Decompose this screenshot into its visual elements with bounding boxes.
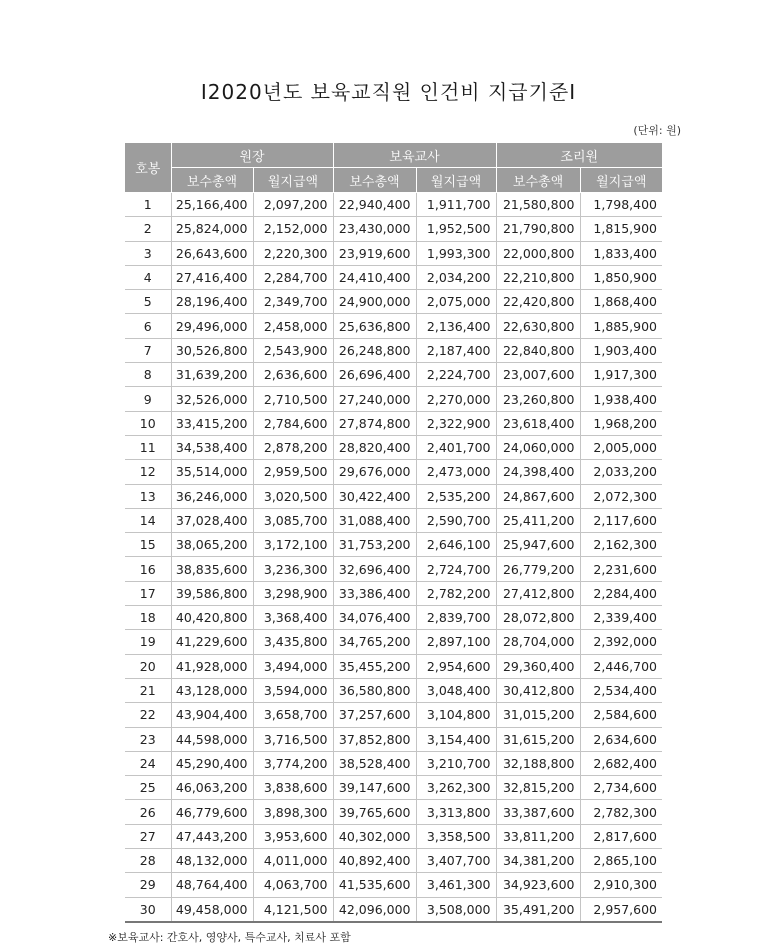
teacher-monthly-cell: 2,034,200 bbox=[416, 265, 496, 289]
cook-total-cell: 23,007,600 bbox=[496, 363, 580, 387]
cook-total-cell: 32,815,200 bbox=[496, 776, 580, 800]
director-total-cell: 46,779,600 bbox=[171, 800, 253, 824]
director-monthly-cell: 2,543,900 bbox=[253, 338, 333, 362]
cook-total-cell: 28,704,000 bbox=[496, 630, 580, 654]
director-total-cell: 41,229,600 bbox=[171, 630, 253, 654]
director-monthly-cell: 3,435,800 bbox=[253, 630, 333, 654]
cook-monthly-cell: 2,072,300 bbox=[580, 484, 662, 508]
director-total-cell: 36,246,000 bbox=[171, 484, 253, 508]
cook-total-cell: 29,360,400 bbox=[496, 654, 580, 678]
teacher-total-cell: 24,410,400 bbox=[333, 265, 416, 289]
director-monthly-cell: 4,121,500 bbox=[253, 897, 333, 922]
director-monthly-cell: 3,298,900 bbox=[253, 581, 333, 605]
grade-cell: 13 bbox=[125, 484, 171, 508]
cook-monthly-cell: 1,815,900 bbox=[580, 217, 662, 241]
group-header-row bbox=[125, 143, 662, 168]
teacher-total-cell: 22,940,400 bbox=[333, 193, 416, 217]
director-monthly-cell: 4,011,000 bbox=[253, 849, 333, 873]
cook-total-cell: 22,000,800 bbox=[496, 241, 580, 265]
director-monthly-cell: 2,878,200 bbox=[253, 435, 333, 459]
table-row bbox=[125, 411, 662, 435]
director-total-cell: 29,496,000 bbox=[171, 314, 253, 338]
table-row bbox=[125, 703, 662, 727]
grade-cell: 11 bbox=[125, 435, 171, 459]
table-row bbox=[125, 363, 662, 387]
director-total-cell: 37,028,400 bbox=[171, 508, 253, 532]
cook-total-cell: 26,779,200 bbox=[496, 557, 580, 581]
grade-cell: 28 bbox=[125, 849, 171, 873]
cook-total-cell: 24,060,000 bbox=[496, 435, 580, 459]
table-row bbox=[125, 849, 662, 873]
table-row bbox=[125, 435, 662, 459]
director-total-cell: 26,643,600 bbox=[171, 241, 253, 265]
cook-monthly-cell: 1,868,400 bbox=[580, 290, 662, 314]
director-total-cell: 47,443,200 bbox=[171, 824, 253, 848]
table-row bbox=[125, 193, 662, 217]
teacher-monthly-cell: 3,210,700 bbox=[416, 751, 496, 775]
director-total-cell: 49,458,000 bbox=[171, 897, 253, 922]
grade-cell: 21 bbox=[125, 678, 171, 702]
cook-monthly-cell: 2,231,600 bbox=[580, 557, 662, 581]
teacher-total-cell: 26,696,400 bbox=[333, 363, 416, 387]
director-monthly-cell: 2,349,700 bbox=[253, 290, 333, 314]
table-row bbox=[125, 751, 662, 775]
grade-cell: 12 bbox=[125, 460, 171, 484]
cook-total-cell: 22,420,800 bbox=[496, 290, 580, 314]
director-monthly-cell: 3,494,000 bbox=[253, 654, 333, 678]
cook-total-cell: 24,867,600 bbox=[496, 484, 580, 508]
group-header-cook: 조리원 bbox=[496, 143, 662, 168]
table-row bbox=[125, 265, 662, 289]
table-row bbox=[125, 897, 662, 922]
subheader-total: 보수총액 bbox=[333, 168, 416, 193]
teacher-total-cell: 31,753,200 bbox=[333, 533, 416, 557]
table-row bbox=[125, 557, 662, 581]
table-row bbox=[125, 873, 662, 897]
director-monthly-cell: 2,152,000 bbox=[253, 217, 333, 241]
director-monthly-cell: 3,368,400 bbox=[253, 606, 333, 630]
teacher-total-cell: 37,852,800 bbox=[333, 727, 416, 751]
teacher-monthly-cell: 2,187,400 bbox=[416, 338, 496, 362]
director-total-cell: 38,835,600 bbox=[171, 557, 253, 581]
grade-cell: 30 bbox=[125, 897, 171, 922]
cook-monthly-cell: 2,005,000 bbox=[580, 435, 662, 459]
teacher-monthly-cell: 3,508,000 bbox=[416, 897, 496, 922]
director-total-cell: 40,420,800 bbox=[171, 606, 253, 630]
cook-monthly-cell: 1,850,900 bbox=[580, 265, 662, 289]
teacher-monthly-cell: 2,782,200 bbox=[416, 581, 496, 605]
grade-cell: 27 bbox=[125, 824, 171, 848]
teacher-total-cell: 30,422,400 bbox=[333, 484, 416, 508]
cook-total-cell: 31,015,200 bbox=[496, 703, 580, 727]
teacher-monthly-cell: 1,993,300 bbox=[416, 241, 496, 265]
director-total-cell: 43,128,000 bbox=[171, 678, 253, 702]
teacher-total-cell: 29,676,000 bbox=[333, 460, 416, 484]
teacher-total-cell: 24,900,000 bbox=[333, 290, 416, 314]
director-monthly-cell: 2,458,000 bbox=[253, 314, 333, 338]
director-total-cell: 48,764,400 bbox=[171, 873, 253, 897]
director-total-cell: 38,065,200 bbox=[171, 533, 253, 557]
grade-cell: 23 bbox=[125, 727, 171, 751]
subheader-monthly: 월지급액 bbox=[580, 168, 662, 193]
teacher-monthly-cell: 3,262,300 bbox=[416, 776, 496, 800]
table-row bbox=[125, 533, 662, 557]
teacher-monthly-cell: 1,911,700 bbox=[416, 193, 496, 217]
cook-monthly-cell: 2,446,700 bbox=[580, 654, 662, 678]
teacher-monthly-cell: 3,313,800 bbox=[416, 800, 496, 824]
director-monthly-cell: 3,953,600 bbox=[253, 824, 333, 848]
director-monthly-cell: 2,710,500 bbox=[253, 387, 333, 411]
cook-monthly-cell: 2,865,100 bbox=[580, 849, 662, 873]
teacher-total-cell: 39,147,600 bbox=[333, 776, 416, 800]
teacher-monthly-cell: 1,952,500 bbox=[416, 217, 496, 241]
director-total-cell: 33,415,200 bbox=[171, 411, 253, 435]
teacher-total-cell: 32,696,400 bbox=[333, 557, 416, 581]
cook-monthly-cell: 1,798,400 bbox=[580, 193, 662, 217]
director-monthly-cell: 3,838,600 bbox=[253, 776, 333, 800]
grade-cell: 10 bbox=[125, 411, 171, 435]
director-total-cell: 28,196,400 bbox=[171, 290, 253, 314]
cook-total-cell: 25,411,200 bbox=[496, 508, 580, 532]
director-monthly-cell: 2,784,600 bbox=[253, 411, 333, 435]
teacher-total-cell: 36,580,800 bbox=[333, 678, 416, 702]
table-row bbox=[125, 484, 662, 508]
teacher-total-cell: 26,248,800 bbox=[333, 338, 416, 362]
cook-total-cell: 33,811,200 bbox=[496, 824, 580, 848]
table-row bbox=[125, 217, 662, 241]
subheader-monthly: 월지급액 bbox=[416, 168, 496, 193]
sub-header-row bbox=[125, 168, 662, 193]
director-total-cell: 31,639,200 bbox=[171, 363, 253, 387]
teacher-total-cell: 33,386,400 bbox=[333, 581, 416, 605]
cook-monthly-cell: 1,917,300 bbox=[580, 363, 662, 387]
teacher-total-cell: 34,765,200 bbox=[333, 630, 416, 654]
director-monthly-cell: 2,284,700 bbox=[253, 265, 333, 289]
teacher-monthly-cell: 3,461,300 bbox=[416, 873, 496, 897]
cook-monthly-cell: 2,682,400 bbox=[580, 751, 662, 775]
table-row bbox=[125, 824, 662, 848]
cook-monthly-cell: 2,584,600 bbox=[580, 703, 662, 727]
cook-total-cell: 24,398,400 bbox=[496, 460, 580, 484]
cook-monthly-cell: 2,817,600 bbox=[580, 824, 662, 848]
footnote: ※보육교사: 간호사, 영양사, 특수교사, 치료사 포함 bbox=[108, 931, 351, 944]
cook-monthly-cell: 1,938,400 bbox=[580, 387, 662, 411]
director-total-cell: 44,598,000 bbox=[171, 727, 253, 751]
teacher-total-cell: 23,430,000 bbox=[333, 217, 416, 241]
teacher-monthly-cell: 3,358,500 bbox=[416, 824, 496, 848]
director-total-cell: 27,416,400 bbox=[171, 265, 253, 289]
table-row bbox=[125, 241, 662, 265]
director-monthly-cell: 3,020,500 bbox=[253, 484, 333, 508]
cook-total-cell: 32,188,800 bbox=[496, 751, 580, 775]
cook-monthly-cell: 2,117,600 bbox=[580, 508, 662, 532]
director-monthly-cell: 3,236,300 bbox=[253, 557, 333, 581]
table-body bbox=[125, 193, 662, 922]
cook-total-cell: 21,790,800 bbox=[496, 217, 580, 241]
teacher-monthly-cell: 3,407,700 bbox=[416, 849, 496, 873]
unit-label: (단위: 원) bbox=[633, 124, 681, 137]
grade-cell: 3 bbox=[125, 241, 171, 265]
table-row bbox=[125, 654, 662, 678]
teacher-monthly-cell: 2,724,700 bbox=[416, 557, 496, 581]
cook-monthly-cell: 2,782,300 bbox=[580, 800, 662, 824]
grade-cell: 18 bbox=[125, 606, 171, 630]
director-monthly-cell: 3,774,200 bbox=[253, 751, 333, 775]
cook-total-cell: 30,412,800 bbox=[496, 678, 580, 702]
teacher-total-cell: 25,636,800 bbox=[333, 314, 416, 338]
grade-cell: 24 bbox=[125, 751, 171, 775]
cook-monthly-cell: 2,957,600 bbox=[580, 897, 662, 922]
director-total-cell: 35,514,000 bbox=[171, 460, 253, 484]
director-total-cell: 32,526,000 bbox=[171, 387, 253, 411]
teacher-total-cell: 37,257,600 bbox=[333, 703, 416, 727]
grade-cell: 4 bbox=[125, 265, 171, 289]
teacher-total-cell: 40,302,000 bbox=[333, 824, 416, 848]
grade-cell: 7 bbox=[125, 338, 171, 362]
cook-total-cell: 23,260,800 bbox=[496, 387, 580, 411]
grade-cell: 26 bbox=[125, 800, 171, 824]
cook-monthly-cell: 2,284,400 bbox=[580, 581, 662, 605]
grade-header: 호봉 bbox=[125, 143, 171, 193]
teacher-monthly-cell: 2,590,700 bbox=[416, 508, 496, 532]
salary-table bbox=[125, 143, 662, 923]
grade-cell: 9 bbox=[125, 387, 171, 411]
director-monthly-cell: 2,220,300 bbox=[253, 241, 333, 265]
page-title: Ⅰ2020년도 보육교직원 인건비 지급기준Ⅰ bbox=[200, 80, 577, 104]
cook-total-cell: 27,412,800 bbox=[496, 581, 580, 605]
table-row bbox=[125, 314, 662, 338]
cook-total-cell: 34,923,600 bbox=[496, 873, 580, 897]
table-row bbox=[125, 508, 662, 532]
teacher-monthly-cell: 2,224,700 bbox=[416, 363, 496, 387]
cook-total-cell: 33,387,600 bbox=[496, 800, 580, 824]
grade-cell: 25 bbox=[125, 776, 171, 800]
teacher-total-cell: 27,240,000 bbox=[333, 387, 416, 411]
teacher-monthly-cell: 2,270,000 bbox=[416, 387, 496, 411]
subheader-total: 보수총액 bbox=[496, 168, 580, 193]
group-header-director: 원장 bbox=[171, 143, 333, 168]
director-monthly-cell: 3,085,700 bbox=[253, 508, 333, 532]
teacher-monthly-cell: 2,136,400 bbox=[416, 314, 496, 338]
director-total-cell: 48,132,000 bbox=[171, 849, 253, 873]
teacher-total-cell: 31,088,400 bbox=[333, 508, 416, 532]
teacher-monthly-cell: 3,048,400 bbox=[416, 678, 496, 702]
teacher-monthly-cell: 2,954,600 bbox=[416, 654, 496, 678]
teacher-total-cell: 23,919,600 bbox=[333, 241, 416, 265]
grade-cell: 8 bbox=[125, 363, 171, 387]
teacher-monthly-cell: 2,535,200 bbox=[416, 484, 496, 508]
cook-total-cell: 31,615,200 bbox=[496, 727, 580, 751]
subheader-monthly: 월지급액 bbox=[253, 168, 333, 193]
teacher-monthly-cell: 2,075,000 bbox=[416, 290, 496, 314]
table-row bbox=[125, 630, 662, 654]
cook-total-cell: 28,072,800 bbox=[496, 606, 580, 630]
teacher-monthly-cell: 3,154,400 bbox=[416, 727, 496, 751]
grade-cell: 15 bbox=[125, 533, 171, 557]
table-row bbox=[125, 727, 662, 751]
cook-monthly-cell: 2,910,300 bbox=[580, 873, 662, 897]
table-row bbox=[125, 290, 662, 314]
grade-cell: 16 bbox=[125, 557, 171, 581]
cook-total-cell: 35,491,200 bbox=[496, 897, 580, 922]
table-row bbox=[125, 338, 662, 362]
table-row bbox=[125, 678, 662, 702]
cook-total-cell: 25,947,600 bbox=[496, 533, 580, 557]
director-total-cell: 45,290,400 bbox=[171, 751, 253, 775]
director-monthly-cell: 2,636,600 bbox=[253, 363, 333, 387]
teacher-total-cell: 40,892,400 bbox=[333, 849, 416, 873]
grade-cell: 20 bbox=[125, 654, 171, 678]
table-row bbox=[125, 800, 662, 824]
grade-cell: 17 bbox=[125, 581, 171, 605]
director-monthly-cell: 3,658,700 bbox=[253, 703, 333, 727]
cook-total-cell: 21,580,800 bbox=[496, 193, 580, 217]
table-row bbox=[125, 460, 662, 484]
teacher-total-cell: 28,820,400 bbox=[333, 435, 416, 459]
cook-total-cell: 22,840,800 bbox=[496, 338, 580, 362]
director-total-cell: 25,166,400 bbox=[171, 193, 253, 217]
cook-monthly-cell: 2,734,600 bbox=[580, 776, 662, 800]
cook-total-cell: 23,618,400 bbox=[496, 411, 580, 435]
director-monthly-cell: 3,172,100 bbox=[253, 533, 333, 557]
teacher-total-cell: 34,076,400 bbox=[333, 606, 416, 630]
cook-total-cell: 34,381,200 bbox=[496, 849, 580, 873]
teacher-monthly-cell: 2,897,100 bbox=[416, 630, 496, 654]
teacher-total-cell: 42,096,000 bbox=[333, 897, 416, 922]
teacher-monthly-cell: 2,322,900 bbox=[416, 411, 496, 435]
teacher-monthly-cell: 3,104,800 bbox=[416, 703, 496, 727]
cook-monthly-cell: 1,968,200 bbox=[580, 411, 662, 435]
grade-cell: 14 bbox=[125, 508, 171, 532]
cook-monthly-cell: 2,033,200 bbox=[580, 460, 662, 484]
table-row bbox=[125, 776, 662, 800]
cook-monthly-cell: 2,534,400 bbox=[580, 678, 662, 702]
cook-monthly-cell: 2,339,400 bbox=[580, 606, 662, 630]
director-monthly-cell: 2,959,500 bbox=[253, 460, 333, 484]
director-total-cell: 41,928,000 bbox=[171, 654, 253, 678]
teacher-total-cell: 27,874,800 bbox=[333, 411, 416, 435]
teacher-total-cell: 35,455,200 bbox=[333, 654, 416, 678]
director-total-cell: 46,063,200 bbox=[171, 776, 253, 800]
teacher-monthly-cell: 2,839,700 bbox=[416, 606, 496, 630]
table-row bbox=[125, 387, 662, 411]
teacher-monthly-cell: 2,401,700 bbox=[416, 435, 496, 459]
subheader-total: 보수총액 bbox=[171, 168, 253, 193]
group-header-teacher: 보육교사 bbox=[333, 143, 496, 168]
cook-monthly-cell: 2,392,000 bbox=[580, 630, 662, 654]
grade-cell: 1 bbox=[125, 193, 171, 217]
cook-monthly-cell: 2,634,600 bbox=[580, 727, 662, 751]
director-monthly-cell: 3,898,300 bbox=[253, 800, 333, 824]
cook-monthly-cell: 1,885,900 bbox=[580, 314, 662, 338]
teacher-monthly-cell: 2,473,000 bbox=[416, 460, 496, 484]
cook-total-cell: 22,630,800 bbox=[496, 314, 580, 338]
grade-cell: 6 bbox=[125, 314, 171, 338]
director-total-cell: 34,538,400 bbox=[171, 435, 253, 459]
cook-monthly-cell: 2,162,300 bbox=[580, 533, 662, 557]
teacher-total-cell: 38,528,400 bbox=[333, 751, 416, 775]
cook-monthly-cell: 1,903,400 bbox=[580, 338, 662, 362]
grade-cell: 29 bbox=[125, 873, 171, 897]
teacher-total-cell: 39,765,600 bbox=[333, 800, 416, 824]
table-row bbox=[125, 581, 662, 605]
director-monthly-cell: 2,097,200 bbox=[253, 193, 333, 217]
director-total-cell: 30,526,800 bbox=[171, 338, 253, 362]
table-row bbox=[125, 606, 662, 630]
teacher-total-cell: 41,535,600 bbox=[333, 873, 416, 897]
cook-monthly-cell: 1,833,400 bbox=[580, 241, 662, 265]
grade-cell: 19 bbox=[125, 630, 171, 654]
grade-cell: 2 bbox=[125, 217, 171, 241]
director-monthly-cell: 3,594,000 bbox=[253, 678, 333, 702]
director-total-cell: 39,586,800 bbox=[171, 581, 253, 605]
director-monthly-cell: 3,716,500 bbox=[253, 727, 333, 751]
grade-cell: 5 bbox=[125, 290, 171, 314]
teacher-monthly-cell: 2,646,100 bbox=[416, 533, 496, 557]
director-total-cell: 25,824,000 bbox=[171, 217, 253, 241]
director-total-cell: 43,904,400 bbox=[171, 703, 253, 727]
cook-total-cell: 22,210,800 bbox=[496, 265, 580, 289]
director-monthly-cell: 4,063,700 bbox=[253, 873, 333, 897]
grade-cell: 22 bbox=[125, 703, 171, 727]
